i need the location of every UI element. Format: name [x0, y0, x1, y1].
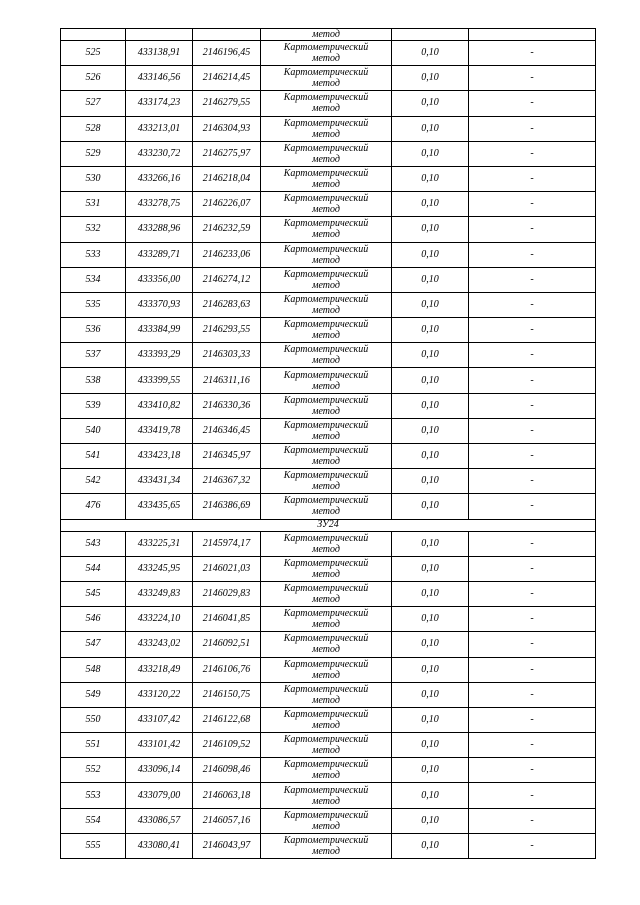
- table-row: [61, 418, 596, 443]
- cell-x: 433174,23: [126, 91, 193, 116]
- table-row: [61, 808, 596, 833]
- cell-accuracy: 0,10: [392, 91, 469, 116]
- table-row: [61, 91, 596, 116]
- cell-note: -: [469, 556, 596, 581]
- cell-y: 2146303,33: [193, 343, 261, 368]
- table-row: [61, 469, 596, 494]
- cell-x: 433138,91: [126, 41, 193, 66]
- cell-x: 433419,78: [126, 418, 193, 443]
- cell-accuracy: 0,10: [392, 469, 469, 494]
- method-line-1: Картометрический: [283, 809, 369, 821]
- table-row: [61, 556, 596, 581]
- cell-method: [261, 368, 392, 393]
- method-line-1: Картометрический: [283, 557, 369, 569]
- cell-accuracy: 0,10: [392, 116, 469, 141]
- cell-note: -: [469, 808, 596, 833]
- cell-point-number: 537: [61, 343, 126, 368]
- cell-method: [261, 581, 392, 606]
- cell-method: [261, 783, 392, 808]
- table-row: [61, 41, 596, 66]
- cell-y: 2146345,97: [193, 444, 261, 469]
- cell-accuracy: 0,10: [392, 292, 469, 317]
- table-row: [61, 494, 596, 519]
- method-line-1: Картометрический: [283, 784, 369, 796]
- cell-point-number: 546: [61, 607, 126, 632]
- method-line-1: Картометрический: [283, 92, 369, 104]
- cell-x: 433079,00: [126, 783, 193, 808]
- cell-method: [261, 607, 392, 632]
- cell-note: -: [469, 318, 596, 343]
- cell-method: [261, 343, 392, 368]
- cell-note: -: [469, 444, 596, 469]
- cell-note: -: [469, 733, 596, 758]
- cell-point-number: 534: [61, 267, 126, 292]
- cell-note: -: [469, 494, 596, 519]
- cell-accuracy: 0,10: [392, 141, 469, 166]
- cell-point-number: 555: [61, 833, 126, 858]
- cell-point-number: 552: [61, 758, 126, 783]
- cell-y: 2146330,36: [193, 393, 261, 418]
- method-line-1: Картометрический: [283, 319, 369, 331]
- cell-y: 2145974,17: [193, 531, 261, 556]
- cell-method: [261, 556, 392, 581]
- cell-y: 2146092,51: [193, 632, 261, 657]
- cell-x: 433410,82: [126, 393, 193, 418]
- table-row: [61, 141, 596, 166]
- cell-method: [261, 292, 392, 317]
- cell-accuracy: 0,10: [392, 444, 469, 469]
- cell-x: 433384,99: [126, 318, 193, 343]
- method-line-2: метод: [312, 795, 340, 807]
- cell-method: метод: [261, 29, 392, 41]
- cell-method: [261, 242, 392, 267]
- method-line-2: метод: [312, 405, 340, 417]
- cell-x: 433393,29: [126, 343, 193, 368]
- cell-point-number: 533: [61, 242, 126, 267]
- table-row: [61, 607, 596, 632]
- cell-point-number: 543: [61, 531, 126, 556]
- cell-point-number: 548: [61, 657, 126, 682]
- method-line-1: Картометрический: [283, 268, 369, 280]
- cell-accuracy: 0,10: [392, 833, 469, 858]
- cell-x: [126, 29, 193, 41]
- cell-note: -: [469, 707, 596, 732]
- coordinates-table-body: [61, 29, 596, 859]
- table-row: [61, 632, 596, 657]
- method-line-1: Картометрический: [283, 658, 369, 670]
- method-line-2: метод: [312, 594, 340, 606]
- cell-y: 2146275,97: [193, 141, 261, 166]
- cell-point-number: 529: [61, 141, 126, 166]
- cell-y: 2146367,32: [193, 469, 261, 494]
- cell-x: 433101,42: [126, 733, 193, 758]
- cell-note: -: [469, 141, 596, 166]
- cell-method: [261, 267, 392, 292]
- cell-x: 433423,18: [126, 444, 193, 469]
- method-line-2: метод: [312, 430, 340, 442]
- method-line-2: метод: [312, 568, 340, 580]
- table-row: [61, 66, 596, 91]
- cell-point-number: 551: [61, 733, 126, 758]
- method-line-1: Картометрический: [283, 193, 369, 205]
- method-line-1: Картометрический: [283, 495, 369, 507]
- cell-note: -: [469, 469, 596, 494]
- method-line-2: метод: [312, 481, 340, 493]
- cell-x: 433245,95: [126, 556, 193, 581]
- method-line-1: Картометрический: [283, 683, 369, 695]
- method-line-1: Картометрический: [283, 394, 369, 406]
- cell-note: -: [469, 41, 596, 66]
- table-row: [61, 192, 596, 217]
- cell-accuracy: 0,10: [392, 707, 469, 732]
- cell-note: -: [469, 418, 596, 443]
- cell-note: -: [469, 166, 596, 191]
- cell-x: 433288,96: [126, 217, 193, 242]
- cell-point-number: 542: [61, 469, 126, 494]
- cell-y: 2146029,83: [193, 581, 261, 606]
- method-line-2: метод: [312, 770, 340, 782]
- cell-y: 2146218,04: [193, 166, 261, 191]
- method-line-2: метод: [312, 254, 340, 266]
- cell-x: 433370,93: [126, 292, 193, 317]
- cell-accuracy: 0,10: [392, 343, 469, 368]
- method-line-2: метод: [312, 820, 340, 832]
- method-line-1: Картометрический: [283, 583, 369, 595]
- cell-note: -: [469, 368, 596, 393]
- cell-y: 2146304,93: [193, 116, 261, 141]
- cell-note: -: [469, 91, 596, 116]
- cell-point-number: 540: [61, 418, 126, 443]
- cell-y: 2146233,06: [193, 242, 261, 267]
- cell-method: [261, 141, 392, 166]
- method-line-1: Картометрический: [283, 293, 369, 305]
- cell-point-number: 545: [61, 581, 126, 606]
- cell-method: [261, 116, 392, 141]
- cell-x: 433399,55: [126, 368, 193, 393]
- cell-note: -: [469, 292, 596, 317]
- cell-accuracy: 0,10: [392, 393, 469, 418]
- cell-x: 433243,02: [126, 632, 193, 657]
- cell-x: 433225,31: [126, 531, 193, 556]
- method-line-2: метод: [312, 204, 340, 216]
- cell-method: [261, 166, 392, 191]
- method-line-1: Картометрический: [283, 734, 369, 746]
- method-line-2: метод: [312, 355, 340, 367]
- table-row: [61, 267, 596, 292]
- cell-method: [261, 494, 392, 519]
- cell-y: 2146150,75: [193, 682, 261, 707]
- cell-accuracy: 0,10: [392, 556, 469, 581]
- cell-point-number: 528: [61, 116, 126, 141]
- coordinates-table: [60, 28, 596, 859]
- cell-x: 433213,01: [126, 116, 193, 141]
- cell-accuracy: 0,10: [392, 581, 469, 606]
- method-line-1: Картометрический: [283, 759, 369, 771]
- method-line-1: Картометрический: [283, 117, 369, 129]
- table-row: [61, 116, 596, 141]
- cell-point-number: 538: [61, 368, 126, 393]
- method-line-1: Картометрический: [283, 67, 369, 79]
- cell-y: 2146283,63: [193, 292, 261, 317]
- table-row: [61, 292, 596, 317]
- cell-y: 2146021,03: [193, 556, 261, 581]
- cell-accuracy: 0,10: [392, 733, 469, 758]
- table-row: [61, 682, 596, 707]
- cell-note: -: [469, 632, 596, 657]
- method-line-1: Картометрический: [283, 344, 369, 356]
- table-row: [61, 393, 596, 418]
- cell-method: [261, 418, 392, 443]
- cell-accuracy: 0,10: [392, 494, 469, 519]
- method-line-1: Картометрический: [283, 834, 369, 846]
- cell-y: 2146098,46: [193, 758, 261, 783]
- method-line-1: Картометрический: [283, 243, 369, 255]
- cell-method: [261, 632, 392, 657]
- cell-point-number: 532: [61, 217, 126, 242]
- table-row: [61, 444, 596, 469]
- method-line-1: Картометрический: [283, 419, 369, 431]
- cell-point-number: 530: [61, 166, 126, 191]
- cell-point-number: 539: [61, 393, 126, 418]
- cell-y: 2146214,45: [193, 66, 261, 91]
- cell-note: -: [469, 581, 596, 606]
- cell-accuracy: 0,10: [392, 808, 469, 833]
- method-line-1: Картометрический: [283, 445, 369, 457]
- cell-note: -: [469, 242, 596, 267]
- method-line-2: метод: [312, 845, 340, 857]
- cell-point-number: 525: [61, 41, 126, 66]
- table-row: [61, 657, 596, 682]
- cell-accuracy: 0,10: [392, 192, 469, 217]
- cell-method: [261, 91, 392, 116]
- cell-accuracy: 0,10: [392, 368, 469, 393]
- cell-x: 433224,10: [126, 607, 193, 632]
- method-line-1: Картометрический: [283, 218, 369, 230]
- cell-method: [261, 469, 392, 494]
- cell-x: 433218,49: [126, 657, 193, 682]
- cell-y: 2146109,52: [193, 733, 261, 758]
- table-row: [61, 368, 596, 393]
- cell-point-number: 526: [61, 66, 126, 91]
- table-row: [61, 581, 596, 606]
- method-line-1: Картометрический: [283, 142, 369, 154]
- cell-x: 433146,56: [126, 66, 193, 91]
- method-line-2: метод: [312, 279, 340, 291]
- cell-note: -: [469, 758, 596, 783]
- cell-x: 433230,72: [126, 141, 193, 166]
- cell-accuracy: 0,10: [392, 632, 469, 657]
- cell-note: -: [469, 343, 596, 368]
- table-row: [61, 733, 596, 758]
- method-line-2: метод: [312, 506, 340, 518]
- method-line-2: метод: [312, 128, 340, 140]
- method-line-2: метод: [312, 330, 340, 342]
- cell-y: 2146043,97: [193, 833, 261, 858]
- cell-x: 433278,75: [126, 192, 193, 217]
- cell-x: 433356,00: [126, 267, 193, 292]
- cell-accuracy: 0,10: [392, 217, 469, 242]
- cell-accuracy: 0,10: [392, 682, 469, 707]
- cell-y: 2146232,59: [193, 217, 261, 242]
- cell-point-number: 535: [61, 292, 126, 317]
- cell-method: [261, 707, 392, 732]
- cell-x: 433086,57: [126, 808, 193, 833]
- cell-accuracy: 0,10: [392, 41, 469, 66]
- method-line-2: метод: [312, 103, 340, 115]
- method-line-2: метод: [312, 78, 340, 90]
- cell-x: 433096,14: [126, 758, 193, 783]
- cell-point-number: 544: [61, 556, 126, 581]
- cell-x: 433120,22: [126, 682, 193, 707]
- cell-y: 2146279,55: [193, 91, 261, 116]
- table-row-continuation: [61, 29, 596, 41]
- cell-point-number: 531: [61, 192, 126, 217]
- table-row: [61, 242, 596, 267]
- cell-point-number: 554: [61, 808, 126, 833]
- cell-y: 2146063,18: [193, 783, 261, 808]
- cell-point-number: [61, 29, 126, 41]
- table-row: [61, 343, 596, 368]
- cell-x: 433435,65: [126, 494, 193, 519]
- cell-y: 2146226,07: [193, 192, 261, 217]
- cell-method: [261, 444, 392, 469]
- cell-y: 2146041,85: [193, 607, 261, 632]
- cell-accuracy: 0,10: [392, 531, 469, 556]
- method-line-1: Картометрический: [283, 369, 369, 381]
- cell-y: 2146057,16: [193, 808, 261, 833]
- cell-y: 2146311,16: [193, 368, 261, 393]
- cell-accuracy: [392, 29, 469, 41]
- cell-method: [261, 657, 392, 682]
- cell-y: 2146386,69: [193, 494, 261, 519]
- table-row: [61, 707, 596, 732]
- cell-method: [261, 393, 392, 418]
- method-line-1: Картометрический: [283, 532, 369, 544]
- cell-x: 433289,71: [126, 242, 193, 267]
- cell-x: 433080,41: [126, 833, 193, 858]
- method-line-1: Картометрический: [283, 42, 369, 54]
- cell-point-number: 541: [61, 444, 126, 469]
- cell-y: 2146106,76: [193, 657, 261, 682]
- method-line-2: метод: [312, 543, 340, 555]
- cell-x: 433249,83: [126, 581, 193, 606]
- cell-accuracy: 0,10: [392, 418, 469, 443]
- cell-accuracy: 0,10: [392, 242, 469, 267]
- section-header-row: [61, 519, 596, 531]
- cell-method: [261, 531, 392, 556]
- cell-method: [261, 318, 392, 343]
- cell-method: [261, 41, 392, 66]
- cell-x: 433431,34: [126, 469, 193, 494]
- cell-accuracy: 0,10: [392, 758, 469, 783]
- cell-method: [261, 66, 392, 91]
- cell-note: -: [469, 192, 596, 217]
- cell-note: -: [469, 531, 596, 556]
- table-row: [61, 166, 596, 191]
- cell-method: [261, 192, 392, 217]
- cell-accuracy: 0,10: [392, 607, 469, 632]
- cell-y: 2146293,55: [193, 318, 261, 343]
- cell-note: -: [469, 66, 596, 91]
- table-row: [61, 783, 596, 808]
- method-line-1: Картометрический: [283, 168, 369, 180]
- cell-note: -: [469, 833, 596, 858]
- section-title: ЗУ24: [61, 519, 596, 531]
- method-line-1: Картометрический: [283, 608, 369, 620]
- method-line-2: метод: [312, 719, 340, 731]
- cell-point-number: 476: [61, 494, 126, 519]
- cell-y: [193, 29, 261, 41]
- cell-accuracy: 0,10: [392, 166, 469, 191]
- table-row: [61, 833, 596, 858]
- method-line-2: метод: [312, 745, 340, 757]
- method-line-2: метод: [312, 380, 340, 392]
- method-line-2: метод: [312, 694, 340, 706]
- cell-note: -: [469, 607, 596, 632]
- cell-point-number: 536: [61, 318, 126, 343]
- method-line-2: метод: [312, 53, 340, 65]
- cell-point-number: 553: [61, 783, 126, 808]
- cell-point-number: 547: [61, 632, 126, 657]
- method-line-1: Картометрический: [283, 470, 369, 482]
- method-line-2: метод: [312, 304, 340, 316]
- table-row: [61, 531, 596, 556]
- cell-note: [469, 29, 596, 41]
- cell-method: [261, 833, 392, 858]
- cell-method: [261, 758, 392, 783]
- cell-note: -: [469, 116, 596, 141]
- method-line-2: метод: [312, 669, 340, 681]
- method-line-1: Картометрический: [283, 633, 369, 645]
- cell-y: 2146196,45: [193, 41, 261, 66]
- cell-x: 433107,42: [126, 707, 193, 732]
- method-line-2: метод: [312, 229, 340, 241]
- cell-note: -: [469, 267, 596, 292]
- method-line-1: Картометрический: [283, 708, 369, 720]
- method-line-2: метод: [312, 644, 340, 656]
- cell-point-number: 549: [61, 682, 126, 707]
- cell-point-number: 550: [61, 707, 126, 732]
- cell-accuracy: 0,10: [392, 66, 469, 91]
- cell-note: -: [469, 682, 596, 707]
- cell-y: 2146122,68: [193, 707, 261, 732]
- cell-accuracy: 0,10: [392, 783, 469, 808]
- cell-accuracy: 0,10: [392, 267, 469, 292]
- cell-accuracy: 0,10: [392, 318, 469, 343]
- method-line-2: метод: [312, 619, 340, 631]
- cell-accuracy: 0,10: [392, 657, 469, 682]
- cell-note: -: [469, 393, 596, 418]
- cell-method: [261, 733, 392, 758]
- cell-point-number: 527: [61, 91, 126, 116]
- method-line-2: метод: [312, 153, 340, 165]
- cell-y: 2146346,45: [193, 418, 261, 443]
- table-row: [61, 318, 596, 343]
- cell-method: [261, 682, 392, 707]
- cell-method: [261, 808, 392, 833]
- cell-note: -: [469, 657, 596, 682]
- cell-note: -: [469, 783, 596, 808]
- method-line-2: метод: [312, 456, 340, 468]
- table-row: [61, 217, 596, 242]
- method-line-2: метод: [312, 179, 340, 191]
- cell-y: 2146274,12: [193, 267, 261, 292]
- table-row: [61, 758, 596, 783]
- cell-method: [261, 217, 392, 242]
- cell-x: 433266,16: [126, 166, 193, 191]
- cell-note: -: [469, 217, 596, 242]
